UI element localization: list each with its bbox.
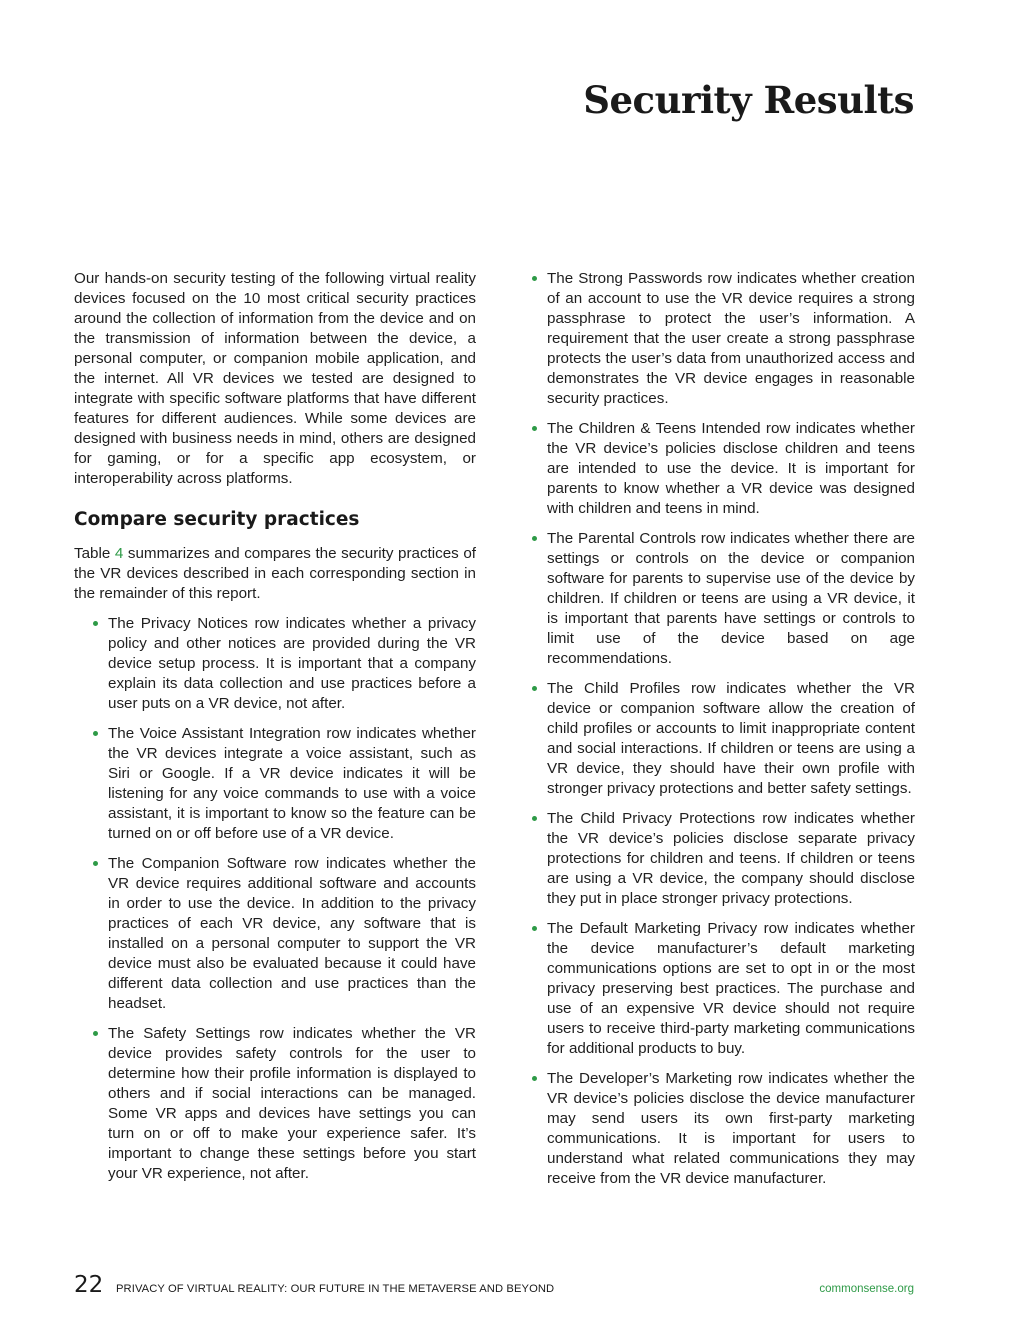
bullet-voice-assistant-integration: The Voice Assistant Integration row indicates whether the VR devices integrate a voice assistant, such as Siri or Google. If a VR device indicates it will be listening for any voice commands to use with a voice assistant, it is important to know so the feature can be turned on or off before use of a VR device.	[108, 725, 476, 842]
left-column	[74, 269, 476, 1194]
publication-title: PRIVACY OF VIRTUAL REALITY: OUR FUTURE IN THE METAVERSE AND BEYOND	[116, 1283, 555, 1295]
bullet-parental-controls: The Parental Controls row indicates whether there are settings or controls on the device or companion software for parents to supervise use of the device by children. If children or teens are using a VR device, it is important that parents have settings or controls to limit use of the device based on age recommendations.	[547, 530, 915, 667]
left-bullet-list	[74, 614, 476, 1184]
summary-text-after: summarizes and compares the security practices of the VR devices described in each corresponding section in the remainder of this report.	[74, 545, 476, 602]
bullet-safety-settings: The Safety Settings row indicates whether the VR device provides safety controls for the user to determine how their profile information is displayed to others and if social interactions can be managed. Some VR apps and devices have settings you can turn on or off to make your experience safer. It’s important to change these settings before you start your VR experience, not after.	[108, 1025, 476, 1182]
table-reference-link[interactable]: 4	[114, 545, 124, 562]
bullet-developers-marketing: The Developer’s Marketing row indicates whether the VR device’s policies disclose the device manufacturer may send users its own first-party marketing communications. It is important for users to understand what related communications they may receive from the VR device manufacturer.	[547, 1070, 915, 1187]
page-number: 22	[74, 1272, 104, 1298]
bullet-privacy-notices: The Privacy Notices row indicates whether a privacy policy and other notices are provided during the VR device setup process. It is important that a company explain its data collection and use practices before a user puts on a VR device, not after.	[108, 615, 476, 712]
page-title: Security Results	[583, 78, 914, 122]
site-link[interactable]: commonsense.org	[819, 1283, 914, 1295]
bullet-default-marketing-privacy: The Default Marketing Privacy row indicates whether the device manufacturer’s default marketing communications options are set to opt in or the most privacy preserving best practices. The purchase and use of an expensive VR device should not require users to receive third-party marketing communications for additional products to buy.	[547, 920, 915, 1057]
bullet-children-teens-intended: The Children & Teens Intended row indicates whether the VR device’s policies disclose children and teens are intended to use the device. It is important for parents to know whether a VR device was designed with children and teens in mind.	[547, 420, 915, 517]
summary-text-before: Table	[74, 545, 115, 562]
summary-paragraph	[74, 544, 476, 604]
bullet-strong-passwords: The Strong Passwords row indicates whether creation of an account to use the VR device requires a strong passphrase to protect the user’s information. A requirement that the user create a strong passphrase protects the user’s data from unauthorized access and demonstrates the VR device engages in reasonable security practices.	[547, 270, 915, 407]
page-footer	[74, 1272, 914, 1300]
right-column	[528, 269, 915, 1199]
section-heading: Compare security practices	[74, 509, 360, 530]
bullet-child-privacy-protections: The Child Privacy Protections row indicates whether the VR device’s policies disclose separate privacy protections for children and teens. If children or teens are using a VR device, the company should disclose they put in place stronger privacy protections.	[547, 810, 915, 907]
right-bullet-list	[528, 269, 915, 1189]
intro-paragraph: Our hands-on security testing of the following virtual reality devices focused on the 10 most critical security practices around the collection of information from the device and on the transmission of information between the device, a personal computer, or companion mobile application, and the internet. All VR devices we tested are designed to integrate with specific software platforms that have different features for different audiences. While some devices are designed with business needs in mind, others are designed for gaming, or for a specific app ecosystem, or interoperability across platforms.	[74, 270, 476, 487]
bullet-child-profiles: The Child Profiles row indicates whether the VR device or companion software allow the creation of child profiles or accounts to limit inappropriate content and social interactions. If children or teens are using a VR device, they should have their own profile with stronger privacy protections and better safety settings.	[547, 680, 915, 797]
bullet-companion-software: The Companion Software row indicates whether the VR device requires additional software and accounts in order to use the device. In addition to the privacy practices of each VR device, any software that is installed on a personal computer to support the VR device must also be evaluated because it could have different data collection and use practices than the headset.	[108, 855, 476, 1012]
